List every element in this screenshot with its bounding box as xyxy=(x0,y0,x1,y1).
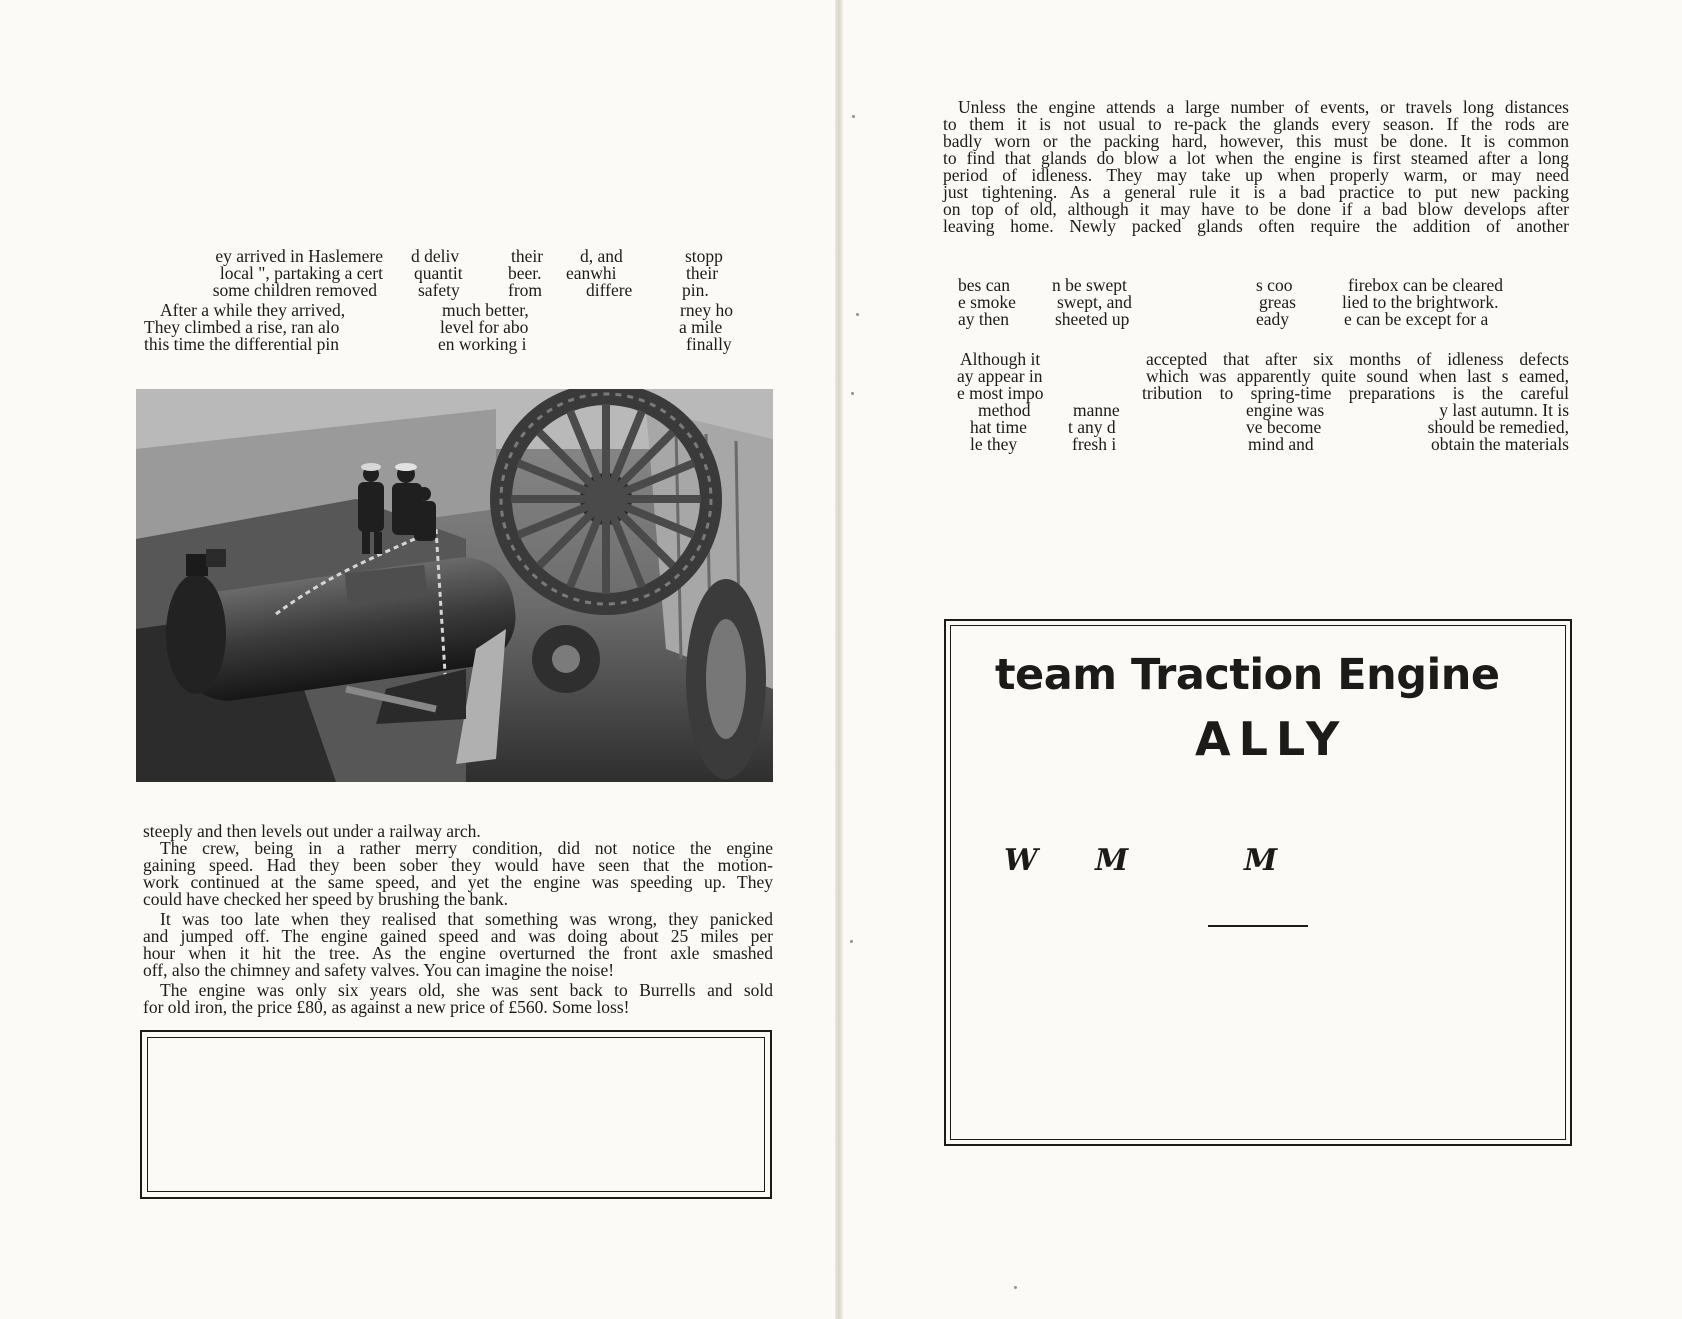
fragment-text: swept, and xyxy=(1057,292,1132,312)
fragment-text: lied to the brightwork. xyxy=(1342,292,1499,312)
advert-initial: W xyxy=(1004,843,1038,878)
fragment-text: le they xyxy=(970,434,1018,454)
body-line: just tightening. As a general rule it is a bad practice to put new packing xyxy=(943,182,1569,202)
fragment-text: much better, xyxy=(442,300,529,320)
fragment-text: e smoke xyxy=(958,292,1016,312)
fragment-text: ay appear in xyxy=(957,366,1043,386)
fragment-text: eady xyxy=(1256,309,1290,329)
fragment-text: engine was xyxy=(1246,400,1325,420)
fragment-text: stopp xyxy=(685,246,723,266)
body-line: could have checked her speed by brushing the bank. xyxy=(143,889,508,909)
fragment-text: differe xyxy=(586,280,633,300)
fragment-text: fresh i xyxy=(1072,434,1117,454)
fragment-text: mind and xyxy=(1248,434,1314,454)
body-line: The engine was only six years old, she was sent back to Burrells and sold xyxy=(160,980,773,1000)
body-line: to find that glands do blow a lot when the engine is first steamed after a long xyxy=(943,148,1569,168)
body-line: leaving home. Newly packed glands often require the addition of another xyxy=(943,216,1569,236)
fragment-text: should be remedied, xyxy=(1427,417,1569,437)
body-line: for old iron, the price £80, as against a new price of £560. Some loss! xyxy=(143,997,630,1017)
fragment-text: safety xyxy=(418,280,460,300)
fragment-text: beer. xyxy=(508,263,542,283)
fragment-text: sheeted up xyxy=(1055,309,1130,329)
fragment-text: Although it xyxy=(960,349,1041,369)
advert-subtitle: ALLY xyxy=(1195,712,1348,766)
body-line: The crew, being in a rather merry condition, did not notice the engine xyxy=(160,838,773,858)
empty-framed-box-inner xyxy=(147,1037,765,1192)
empty-framed-box xyxy=(140,1030,772,1199)
advert-initial: M xyxy=(1244,843,1278,878)
body-line: work continued at the same speed, and yet the engine was speeding up. They xyxy=(143,872,773,892)
body-line: and jumped off. The engine gained speed and was doing about 25 miles per xyxy=(143,926,773,946)
body-line: hour when it hit the tree. As the engine overturned the front axle smashed xyxy=(143,943,773,963)
fragment-text: hat time xyxy=(970,417,1027,437)
paper-speck xyxy=(850,940,853,943)
fragment-text: accepted that after six months of idleness defects xyxy=(1146,349,1569,369)
fragment-text: local ", partaking a cert xyxy=(219,263,383,283)
body-line: off, also the chimney and safety valves. You can imagine the noise! xyxy=(143,960,615,980)
advert-initial: M xyxy=(1095,843,1129,878)
body-line: It was too late when they realised that something was wrong, they panicked xyxy=(160,909,773,929)
fragment-text: finally xyxy=(686,334,732,354)
body-line: steeply and then levels out under a railway arch. xyxy=(143,821,481,841)
overturned-traction-engine-photo xyxy=(136,389,773,782)
fragment-text: from xyxy=(508,280,543,300)
fragment-text: rney ho xyxy=(680,300,733,320)
body-line: Unless the engine attends a large number of events, or travels long distances xyxy=(958,97,1569,117)
rally-advert-box-inner xyxy=(950,625,1566,1140)
fragment-text: eanwhi xyxy=(566,263,617,283)
body-line: on top of old, although it may have to be done if a bad blow develops after xyxy=(943,199,1569,219)
fragment-text: pin. xyxy=(682,280,709,300)
fragment-text: ay then xyxy=(958,309,1010,329)
paper-speck xyxy=(856,313,859,316)
fragment-text: method xyxy=(978,400,1031,420)
fragment-text: n be swept xyxy=(1052,275,1127,295)
fragment-text: d, and xyxy=(580,246,623,266)
fragment-text: y last autumn. It is xyxy=(1439,400,1569,420)
book-spine xyxy=(835,0,843,1319)
fragment-text: a mile xyxy=(679,317,723,337)
body-line: to them it is not usual to re-pack the glands every season. If the rods are xyxy=(943,114,1569,134)
fragment-text: ve become xyxy=(1246,417,1322,437)
fragment-text: their xyxy=(511,246,544,266)
fragment-text: their xyxy=(686,263,719,283)
fragment-text: d deliv xyxy=(411,246,460,266)
fragment-text: greas xyxy=(1259,292,1296,312)
paper-speck xyxy=(852,115,855,118)
fragment-text: some children removed xyxy=(212,280,377,300)
paper-speck xyxy=(1014,1286,1017,1289)
fragment-text: ey arrived in Haslemere xyxy=(215,246,383,266)
fragment-text: bes can xyxy=(958,275,1010,295)
fragment-text: quantit xyxy=(414,263,463,283)
advert-divider-rule xyxy=(1208,925,1308,927)
fragment-text: this time the differential pin xyxy=(144,334,340,354)
body-line: period of idleness. They may take up when properly warm, or may need xyxy=(943,165,1569,185)
fragment-text: After a while they arrived, xyxy=(160,300,346,320)
fragment-text: firebox can be cleared xyxy=(1348,275,1503,295)
paper-speck xyxy=(851,392,854,395)
fragment-text: obtain the materials xyxy=(1430,434,1569,454)
fragment-text: level for abo xyxy=(440,317,529,337)
fragment-text: en working i xyxy=(438,334,527,354)
fragment-text: manne xyxy=(1073,400,1120,420)
body-line: gaining speed. Had they been sober they would have seen that the motion- xyxy=(143,855,773,875)
fragment-text: e most impo xyxy=(957,383,1044,403)
fragment-text: t any d xyxy=(1068,417,1116,437)
fragment-text: tribution to spring-time preparations is the careful xyxy=(1142,383,1569,403)
advert-title: team Traction Engine xyxy=(995,650,1500,700)
fragment-text: s coo xyxy=(1256,275,1293,295)
body-line: badly worn or the packing hard, however, this must be done. It is common xyxy=(943,131,1569,151)
fragment-text: which was apparently quite sound when last s eamed, xyxy=(1146,366,1569,386)
fragment-text: They climbed a rise, ran alo xyxy=(144,317,340,337)
fragment-text: e can be except for a xyxy=(1344,309,1489,329)
